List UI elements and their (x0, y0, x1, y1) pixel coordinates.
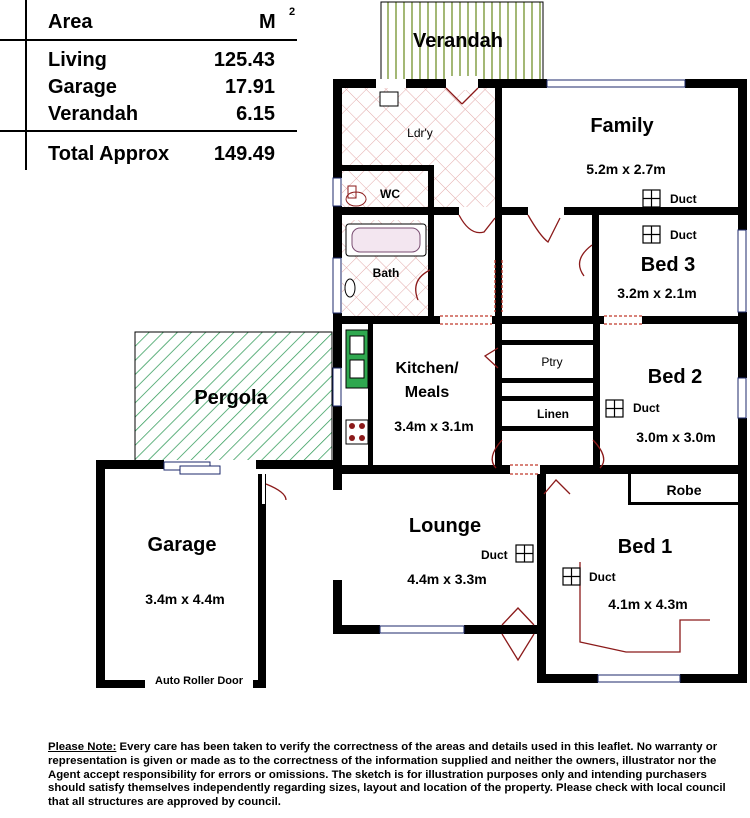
bed1-duct-label: Duct (589, 570, 616, 584)
bed3-label: Bed 3 (640, 254, 696, 276)
garage-label: Garage (147, 534, 217, 556)
lounge-duct-label: Duct (481, 548, 508, 562)
area-table (48, 6, 295, 165)
area-header-unit: M (259, 11, 276, 33)
laundry-tub-icon (380, 92, 398, 106)
disclaimer-heading: Please Note: (48, 741, 117, 753)
kitchen-size: 3.4m x 3.1m (394, 418, 474, 434)
laundry-label: Ldr'y (407, 126, 433, 140)
bed2-label: Bed 2 (647, 366, 703, 388)
stove-icon (346, 420, 368, 444)
verandah-label: Verandah (412, 30, 504, 52)
duct-icon (516, 545, 533, 562)
area-row-label: Living (48, 49, 107, 71)
duct-icon (606, 400, 623, 417)
area-row-value: 125.43 (213, 49, 275, 71)
area-row-value: 17.91 (224, 76, 275, 98)
bath-label: Bath (372, 266, 400, 280)
bed3-size: 3.2m x 2.1m (617, 285, 697, 301)
robe-label: Robe (666, 482, 702, 498)
area-row-value: 6.15 (236, 103, 275, 125)
kitchen-label-line1: Kitchen/ (395, 360, 459, 377)
lounge-label: Lounge (408, 515, 482, 537)
disclaimer (48, 741, 738, 810)
duct-icon (563, 568, 580, 585)
area-row-label: Verandah (48, 103, 139, 125)
garage-size: 3.4m x 4.4m (145, 591, 225, 607)
kitchen-label-line2: Meals (404, 384, 450, 401)
garage-door-label: Auto Roller Door (155, 675, 243, 687)
family-label: Family (590, 115, 654, 137)
bed2-duct-label: Duct (633, 401, 660, 415)
bed3-duct-label: Duct (670, 228, 697, 242)
bed1-size: 4.1m x 4.3m (608, 596, 688, 612)
basin-icon (345, 279, 355, 297)
area-header-label: Area (48, 11, 93, 33)
pergola-label: Pergola (194, 387, 268, 409)
duct-icon (643, 226, 660, 243)
linen-label: Linen (537, 407, 569, 421)
area-header-unit-sup: 2 (289, 6, 296, 18)
area-total-label: Total Approx (48, 143, 170, 165)
bed1-label: Bed 1 (617, 536, 673, 558)
family-size: 5.2m x 2.7m (586, 161, 666, 177)
pantry-label: Ptry (541, 355, 563, 369)
area-row-label: Garage (48, 76, 117, 98)
wc-label: WC (380, 187, 400, 201)
family-duct-label: Duct (670, 192, 697, 206)
area-total-value: 149.49 (213, 143, 275, 165)
duct-icon (643, 190, 660, 207)
bed2-size: 3.0m x 3.0m (636, 429, 716, 445)
disclaimer-text: Every care has been taken to verify the correctness of the areas and details used in this leaflet. No warranty or representation is given or made as to the correctness of the information supplied and neither the owners, illustrator nor the Agent accept responsibility for errors or omissions. The sketch is for illustration purposes only and intending purchasers should satisfy themselves independently regarding sizes, layout and location of the property. Please check with local council that all structures are approved by council. (48, 741, 726, 809)
lounge-size: 4.4m x 3.3m (407, 571, 487, 587)
